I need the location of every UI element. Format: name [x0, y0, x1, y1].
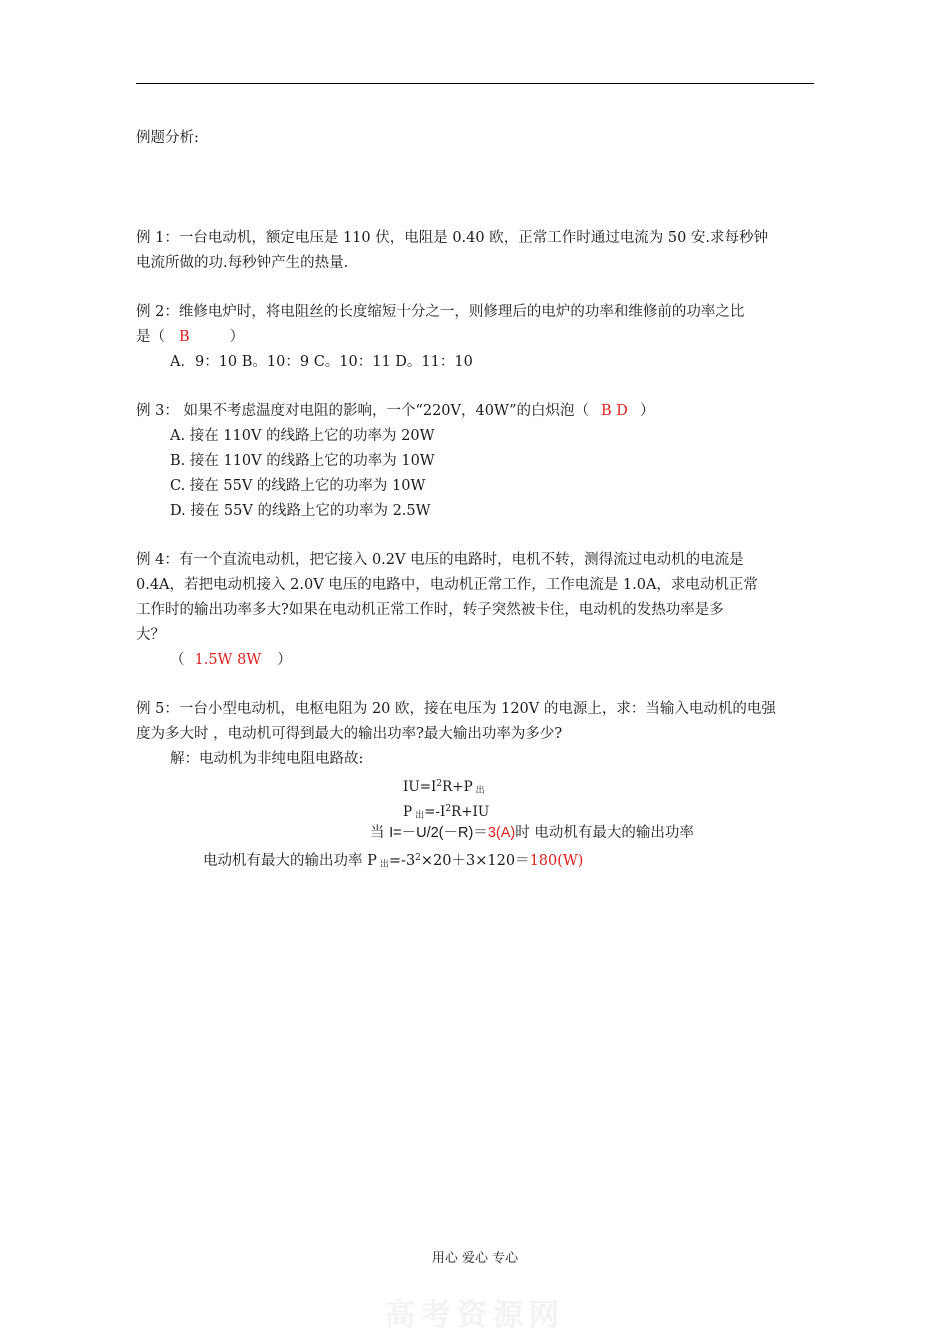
equation-4-prefix: 电动机有最大的输出功率 P	[203, 853, 377, 869]
equation-4-part-a: =-3	[388, 853, 416, 869]
example-1-line-2: 电流所做的功.每秒钟产生的热量.	[136, 255, 349, 271]
equation-4	[203, 848, 583, 875]
equation-3	[370, 823, 694, 843]
example-4-line-2: 0.4A，若把电动机接入 2.0V 电压的电路中，电动机正常工作，工作电流是 1.0A，求电动机正常	[136, 577, 758, 593]
equation-2-superscript: 2	[445, 804, 452, 814]
equation-2-subscript: 出	[415, 811, 425, 821]
example-2-line-1: 例 2：维修电炉时，将电阻丝的长度缩短十分之一，则修理后的电炉的功率和维修前的功率之比	[136, 304, 745, 320]
example-3-option-b: B. 接在 110V 的线路上它的功率为 10W	[170, 453, 435, 469]
example-4-line-1: 例 4：有一个直流电动机，把它接入 0.2V 电压的电路时，电机不转，测得流过电动机的电流是	[136, 552, 744, 568]
example-3-question: 例 3： 如果不考虑温度对电阻的影响，一个“220V，40W”的白炽泡（	[136, 403, 590, 419]
header-rule	[136, 83, 814, 84]
equation-4-part-b: ×20＋3×120＝	[420, 853, 530, 869]
example-2-answer: B	[179, 329, 190, 345]
equation-1-part-b: R+P	[442, 779, 473, 795]
equation-3-formula: I=－U/2(－R)＝	[389, 825, 488, 841]
equation-4-subscript: 出	[379, 860, 389, 870]
example-4-bracket-open: （	[170, 652, 185, 668]
equation-2-part-c: R+IU	[451, 804, 490, 820]
example-3-bracket-close: ）	[639, 403, 655, 419]
equation-2-part-b: =-I	[424, 804, 446, 820]
example-4-line-3: 工作时的输出功率多大?如果在电动机正常工作时，转子突然被卡住，电动机的发热功率是多	[136, 602, 724, 618]
example-3-stem	[136, 401, 654, 421]
equation-1-superscript: 2	[436, 779, 443, 789]
section-heading: 例题分析:	[136, 130, 199, 146]
equation-3-suffix: 时 电动机有最大的输出功率	[515, 825, 694, 841]
equation-3-value: 3(A)	[487, 825, 516, 841]
equation-2-part-a: P	[403, 804, 413, 820]
equation-1-subscript: 出	[475, 786, 485, 796]
example-2-line-2	[136, 327, 244, 347]
example-3-option-d: D. 接在 55V 的线路上它的功率为 2.5W	[170, 503, 431, 519]
example-3-answer: B D	[601, 403, 628, 419]
example-2-bracket-open: 是（	[136, 329, 165, 345]
equation-1	[403, 774, 485, 801]
example-2-bracket-close: ）	[229, 329, 245, 345]
equation-3-prefix: 当	[370, 825, 385, 841]
example-5-line-1: 例 5：一台小型电动机，电枢电阻为 20 欧，接在电压为 120V 的电源上，求：当输入电动机的电强	[136, 701, 776, 717]
page-footer: 用心 爱心 专心	[431, 1251, 519, 1266]
example-1-line-1: 例 1：一台电动机，额定电压是 110 伏，电阻是 0.40 欧，正常工作时通过电流为 50 安.求每秒钟	[136, 230, 769, 246]
example-5-line-2: 度为多大时 ，电动机可得到最大的输出功率?最大输出功率为多少?	[136, 726, 563, 742]
equation-2	[403, 799, 489, 826]
example-5-solution-label: 解：电动机为非纯电阻电路故:	[170, 751, 364, 767]
example-4-line-4: 大？	[136, 627, 165, 643]
example-2-options: A．9：10 B。10：9 C。10：11 D。11：10	[170, 354, 473, 370]
example-4-bracket-close: ）	[277, 652, 292, 668]
example-4-answer: 1.5W 8W	[194, 652, 262, 668]
equation-4-value: 180(W)	[529, 853, 584, 869]
example-3-option-a: A. 接在 110V 的线路上它的功率为 20W	[170, 428, 435, 444]
watermark: 高考资源网	[385, 1298, 565, 1333]
equation-4-superscript: 2	[415, 853, 421, 863]
example-3-option-c: C. 接在 55V 的线路上它的功率为 10W	[170, 478, 426, 494]
equation-1-part-a: IU=I	[403, 779, 437, 795]
example-4-answer-line	[170, 650, 292, 670]
